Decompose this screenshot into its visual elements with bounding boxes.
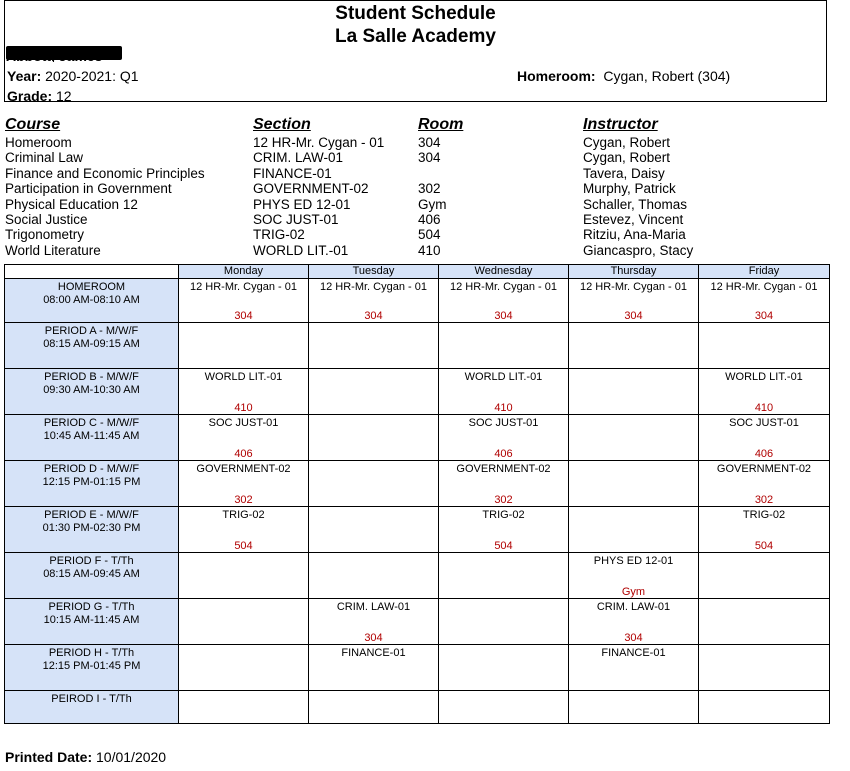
grade-value: 12 [56,88,72,104]
cell-section [439,691,568,693]
cell-section: SOC JUST-01 [468,417,539,429]
schedule-cell [309,369,439,415]
cell-room: 504 [234,540,253,552]
course-row-course: Participation in Government [5,181,172,197]
schedule-cell [179,369,309,415]
cell-room: 304 [364,632,383,644]
period-time: 10:15 AM-11:45 AM [43,614,140,626]
cell-section: CRIM. LAW-01 [596,601,671,613]
schedule-cell [569,507,699,553]
period-label-cell [5,645,179,691]
period-time: 12:15 PM-01:45 PM [42,660,141,672]
schedule-cell [439,461,569,507]
cell-section: SOC JUST-01 [729,417,799,429]
cell-section [309,369,438,371]
cell-section [439,599,568,601]
cell-section: FINANCE-01 [341,647,406,659]
day-header-monday: Monday [179,265,309,279]
cell-section: GOVERNMENT-02 [196,463,291,475]
day-header-friday: Friday [699,265,830,279]
cell-section: TRIG-02 [482,509,525,521]
period-row [5,691,830,724]
schedule-cell [309,645,439,691]
course-row-room: 304 [418,135,441,150]
course-row-section: TRIG-02 [253,227,305,243]
period-row [5,323,830,369]
course-row [5,197,725,213]
course-row [5,243,725,259]
course-row-instructor: Estevez, Vincent [583,212,684,227]
course-row-section: CRIM. LAW-01 [253,150,344,166]
schedule-cell [179,461,309,507]
course-row-course: World Literature [5,242,101,258]
course-row-instructor: Cygan, Robert [583,150,671,166]
day-header-tuesday: Tuesday [309,265,439,279]
schedule-cell [179,599,309,645]
period-row [5,279,830,323]
period-row [5,645,830,691]
course-row [5,212,725,228]
course-row-room: 504 [418,227,441,243]
schedule-cell [699,645,830,691]
cell-section: SOC JUST-01 [208,417,279,429]
cell-room: 410 [754,402,774,414]
period-time: 08:15 AM-09:45 AM [43,568,140,580]
schedule-cell [569,599,699,645]
cell-section: TRIG-02 [742,509,786,521]
cell-section: FINANCE-01 [601,647,666,659]
period-name: PERIOD G - T/Th [48,601,135,613]
schedule-cell [699,599,830,645]
cell-section: 12 HR-Mr. Cygan - 01 [710,281,818,293]
schedule-cell [439,507,569,553]
schedule-cell [309,323,439,369]
cell-section [699,691,829,693]
cell-section: GOVERNMENT-02 [716,463,812,475]
schedule-cell [439,553,569,599]
cell-section [699,645,829,647]
schedule-cell [439,645,569,691]
printed-label: Printed Date: [5,749,93,765]
period-name: PERIOD E - M/W/F [44,509,139,521]
schedule-cell [699,279,830,323]
schedule-cell [699,415,830,461]
course-row-room: 304 [418,150,441,166]
schedule-cell [699,553,830,599]
period-label-cell [5,553,179,599]
cell-section [569,691,698,693]
schedule-cell [439,415,569,461]
cell-section [309,415,438,417]
schedule-cell [699,323,830,369]
schedule-cell [179,323,309,369]
period-time: 01:30 PM-02:30 PM [42,522,141,534]
cell-section [569,323,698,325]
course-row [5,150,725,166]
course-row-course: Finance and Economic Principles [5,165,205,181]
schedule-cell [569,461,699,507]
period-name: PERIOD A - M/W/F [44,325,139,337]
period-row [5,553,830,599]
cell-room: 406 [754,448,774,460]
schedule-cell [439,279,569,323]
period-time: 08:00 AM-08:10 AM [43,294,140,306]
course-row-room: 302 [418,181,441,197]
cell-section: 12 HR-Mr. Cygan - 01 [190,281,297,293]
cell-section [309,323,438,325]
cell-room: 304 [624,310,643,322]
cell-room: 304 [234,310,253,322]
course-row-section: SOC JUST-01 [253,212,339,227]
period-name: PERIOD F - T/Th [49,555,134,567]
room-header: Room [418,116,464,133]
cell-section [179,323,308,325]
cell-room: 304 [364,310,383,322]
course-row-section: FINANCE-01 [253,165,332,181]
period-time: 08:15 AM-09:15 AM [43,338,140,350]
schedule-cell [309,461,439,507]
course-row-section: 12 HR-Mr. Cygan - 01 [253,135,385,150]
period-row [5,507,830,553]
cell-section: WORLD LIT.-01 [464,371,543,383]
course-row-instructor: Murphy, Patrick [583,181,676,197]
course-row-instructor: Schaller, Thomas [583,196,688,212]
schedule-cell [179,553,309,599]
schedule-cell [569,415,699,461]
course-row-room: 410 [418,242,441,258]
course-row-instructor: Ritziu, Ana-Maria [583,227,686,243]
cell-room: 304 [494,310,513,322]
weekly-schedule-grid [4,264,830,724]
cell-section [179,691,308,693]
cell-section: 12 HR-Mr. Cygan - 01 [580,281,687,293]
cell-section: PHYS ED 12-01 [593,555,674,567]
period-row [5,599,830,645]
schedule-cell [179,691,309,724]
period-label-cell [5,691,179,724]
period-name: PERIOD C - M/W/F [43,417,140,429]
period-time: 12:15 PM-01:15 PM [42,476,141,488]
corner-cell [5,265,179,279]
day-header-thursday: Thursday [569,265,699,279]
homeroom-label: Homeroom: [517,68,596,84]
schedule-cell [569,323,699,369]
schedule-cell [699,369,830,415]
homeroom-field [517,68,730,84]
year-label: Year: [7,68,42,84]
course-row-instructor: Cygan, Robert [583,135,671,150]
cell-section [309,507,438,509]
course-row [5,181,725,197]
course-row-course: Criminal Law [5,150,84,166]
redaction-bar [6,46,122,60]
cell-section [569,461,698,463]
period-label-cell [5,369,179,415]
cell-room: 410 [234,402,253,414]
course-row-section: WORLD LIT.-01 [253,242,349,258]
period-label-cell [5,415,179,461]
schedule-cell [569,691,699,724]
printed-date [5,749,166,765]
cell-section: GOVERNMENT-02 [456,463,551,475]
course-row-section: PHYS ED 12-01 [253,196,351,212]
course-row-course: Homeroom [5,135,72,150]
period-time: 10:45 AM-11:45 AM [43,430,140,442]
cell-section: 12 HR-Mr. Cygan - 01 [450,281,557,293]
cell-section [439,323,568,325]
cell-room: 302 [754,494,774,506]
homeroom-value: Cygan, Robert (304) [603,68,731,84]
period-row [5,461,830,507]
period-name: HOMEROOM [57,281,126,293]
cell-section [569,507,698,509]
course-row-instructor: Tavera, Daisy [583,165,665,181]
course-row-course: Social Justice [5,212,88,227]
schedule-cell [699,691,830,724]
schedule-cell [699,507,830,553]
schedule-cell [699,461,830,507]
cell-section: 12 HR-Mr. Cygan - 01 [320,281,427,293]
cell-section: WORLD LIT.-01 [725,371,803,383]
schedule-cell [309,279,439,323]
cell-section: TRIG-02 [222,509,265,521]
period-label-cell [5,507,179,553]
schedule-cell [569,369,699,415]
cell-room: Gym [621,586,646,598]
year-value: 2020-2021: Q1 [45,68,139,84]
course-row-instructor: Giancaspro, Stacy [583,242,694,258]
section-header: Section [253,116,311,133]
cell-room: 504 [494,540,513,552]
cell-room: 504 [754,540,774,552]
grade-label: Grade: [7,88,53,104]
schedule-cell [179,279,309,323]
grade-field [7,88,72,104]
cell-section [179,553,308,555]
period-time: 09:30 AM-10:30 AM [43,384,140,396]
schedule-cell [309,507,439,553]
cell-section [309,691,438,693]
instructor-header: Instructor [583,116,658,133]
period-label-cell [5,461,179,507]
course-row-room: Gym [418,196,447,212]
cell-section [179,645,308,647]
cell-section: WORLD LIT.-01 [204,371,283,383]
period-name: PERIOD B - M/W/F [44,371,139,383]
cell-section [439,553,568,555]
day-header-wednesday: Wednesday [439,265,569,279]
cell-room: 302 [494,494,513,506]
cell-section [569,369,698,371]
schedule-cell [569,645,699,691]
printed-value: 10/01/2020 [96,749,167,765]
day-header-row [5,265,830,279]
course-row-course: Trigonometry [5,227,85,243]
cell-section [699,323,829,325]
cell-room: 304 [624,632,643,644]
course-row-room: 406 [418,212,441,227]
cell-section [439,645,568,647]
course-row [5,135,725,151]
cell-section [569,415,698,417]
schedule-cell [439,691,569,724]
schedule-cell [179,507,309,553]
cell-room: 406 [234,448,253,460]
cell-section [309,461,438,463]
schedule-cell [309,599,439,645]
cell-room: 304 [754,310,774,322]
cell-room: 406 [494,448,513,460]
schedule-cell [439,599,569,645]
header-box [4,0,827,102]
cell-section [179,599,308,601]
period-name: PERIOD D - M/W/F [43,463,140,475]
school-name: La Salle Academy [335,26,496,47]
period-label-cell [5,599,179,645]
page-title: Student Schedule [335,3,496,24]
period-label-cell [5,279,179,323]
course-row [5,166,725,182]
schedule-cell [179,415,309,461]
period-label-cell [5,323,179,369]
cell-room: 410 [494,402,513,414]
period-name: PERIOD H - T/Th [48,647,135,659]
period-row [5,369,830,415]
schedule-cell [309,415,439,461]
period-name: PEIROD I - T/Th [51,693,132,705]
period-row [5,415,830,461]
schedule-cell [439,323,569,369]
year-field [7,68,139,84]
schedule-cell [569,279,699,323]
course-row-section: GOVERNMENT-02 [253,181,369,197]
cell-section [699,599,829,601]
cell-section: CRIM. LAW-01 [336,601,411,613]
cell-section [699,553,829,555]
schedule-cell [309,553,439,599]
schedule-cell [569,553,699,599]
course-row-course: Physical Education 12 [5,196,138,212]
schedule-cell [439,369,569,415]
course-header: Course [5,116,61,133]
schedule-cell [309,691,439,724]
cell-room: 302 [234,494,253,506]
cell-section [309,553,438,555]
schedule-cell [179,645,309,691]
course-row [5,227,725,243]
